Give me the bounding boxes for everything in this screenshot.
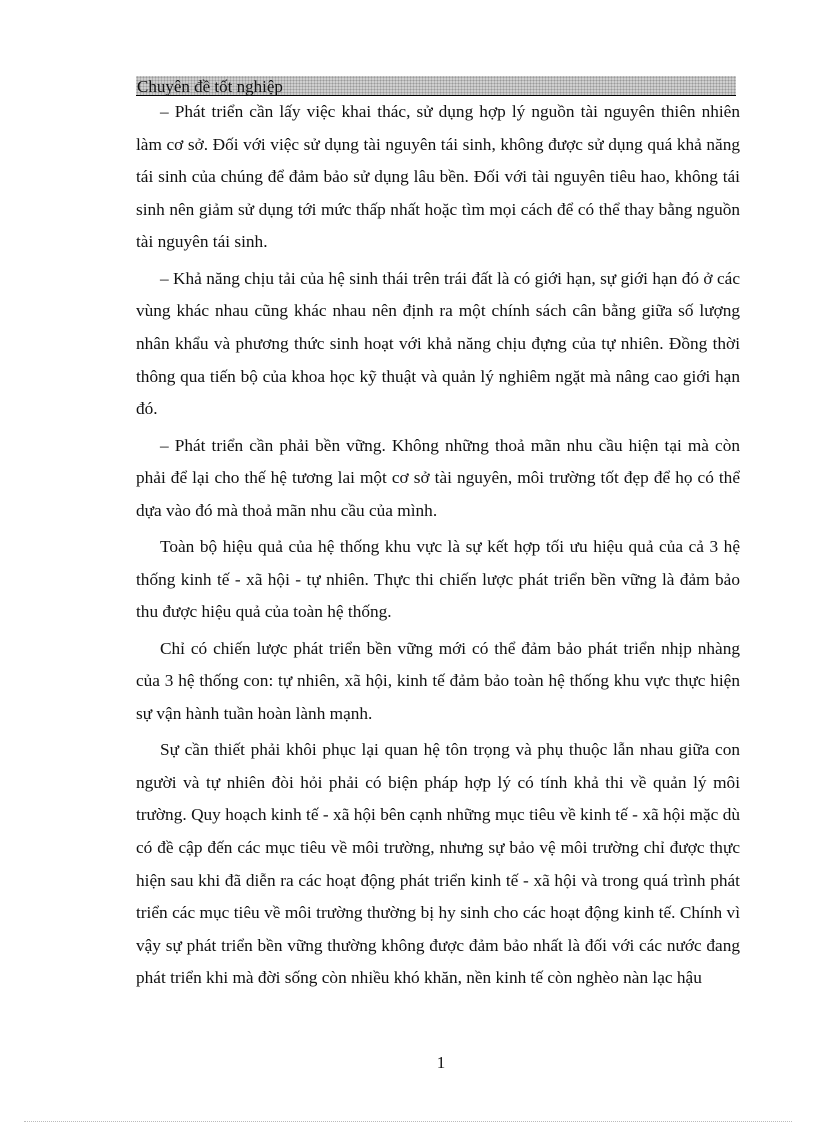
page-bottom-rule	[24, 1121, 792, 1122]
paragraph-bullet-2: – Khả năng chịu tải của hệ sinh thái trên trái đất là có giới hạn, sự giới hạn đó ở các vùng khác nhau cũng khác nhau nên định ra một chính sách cân bằng giữa số lượng nhân khẩu và phương thức sinh hoạt với khả năng chịu đựng của tự nhiên. Đồng thời thông qua tiến bộ của khoa học kỹ thuật và quản lý nghiêm ngặt mà nâng cao giới hạn đó.	[136, 268, 740, 419]
page-header	[136, 76, 736, 96]
paragraph-6: Sự cần thiết phải khôi phục lại quan hệ tôn trọng và phụ thuộc lẫn nhau giữa con người và tự nhiên đòi hỏi phải có biện pháp hợp lý có tính khả thi về quản lý môi trường. Quy hoạch kinh tế - xã hội bên cạnh những mục tiêu về kinh tế - xã hội mặc dù có đề cập đến các mục tiêu về môi trường, nhưng sự bảo vệ môi trường chỉ được thực hiện sau khi đã diễn ra các hoạt động phát triển kinh tế - xã hội và trong quá trình phát triển các mục tiêu về môi trường thường bị hy sinh cho các hoạt động kinh tế. Chính vì vậy sự phát triển bền vững thường không được đảm bảo nhất là đối với các nước đang phát triển khi mà đời sống còn nhiều khó khăn, nền kinh tế còn nghèo nàn lạc hậu	[136, 740, 740, 988]
page-number: 1	[436, 1053, 446, 1072]
paragraph-bullet-1: – Phát triển cần lấy việc khai thác, sử dụng hợp lý nguồn tài nguyên thiên nhiên làm cơ sở. Đối với việc sử dụng tài nguyên tái sinh, không được sử dụng quá khả năng tái sinh của chúng để đảm bảo sử dụng lâu bền. Đối với tài nguyên tiêu hao, không tái sinh nên giảm sử dụng tới mức thấp nhất hoặc tìm mọi cách để có thể thay bằng nguồn tài nguyên tái sinh.	[136, 102, 740, 252]
document-body	[136, 96, 740, 999]
paragraph-bullet-3: – Phát triển cần phải bền vững. Không những thoả mãn nhu cầu hiện tại mà còn phải để lại cho thế hệ tương lai một cơ sở tài nguyên, môi trường tốt đẹp để họ có thể dựa vào đó mà thoả mãn nhu cầu của mình.	[136, 435, 740, 520]
paragraph-4: Toàn bộ hiệu quả của hệ thống khu vực là sự kết hợp tối ưu hiệu quả của cả 3 hệ thống kinh tế - xã hội - tự nhiên. Thực thi chiến lược phát triển bền vững là đảm bảo thu được hiệu quả của toàn hệ thống.	[136, 537, 740, 622]
paragraph-5: Chỉ có chiến lược phát triển bền vững mới có thể đảm bảo phát triển nhịp nhàng của 3 hệ thống con: tự nhiên, xã hội, kinh tế đảm bảo toàn hệ thống khu vực thực hiện sự vận hành tuần hoàn lành mạnh.	[136, 638, 740, 723]
header-title: Chuyên đề tốt nghiệp	[137, 77, 283, 96]
